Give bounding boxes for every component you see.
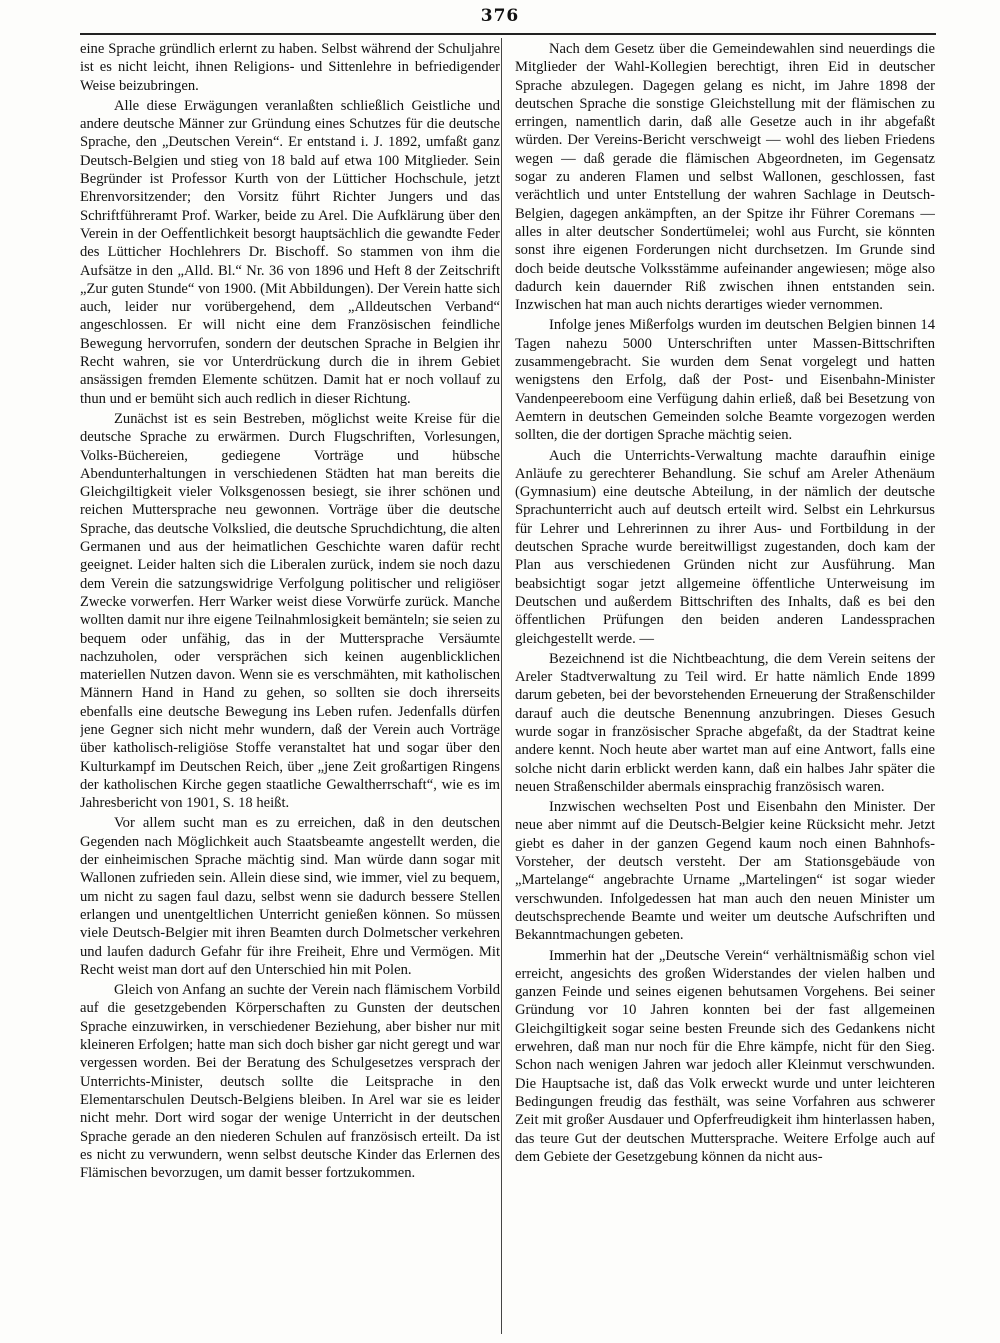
page-number: 376: [480, 6, 520, 26]
paragraph: Infolge jenes Mißerfolgs wurden im deutschen Belgien binnen 14 Tagen nahezu 5000 Unterschriften unter Massen-Bittschriften zusammengebracht. Sie wurden dem Senat vorgelegt und hatten wenigstens den Erfolg, daß der Post- und Eisenbahn-Minister Vandenpeereboom eine Verfügung dahin erließ, daß bei Besetzung von Aemtern in deutschen Gemeinden solche Beamte vorgezogen werden sollten, die der dortigen Sprache mächtig seien.: [515, 317, 935, 444]
paragraph: Zunächst ist es sein Bestreben, möglichst weite Kreise für die deutsche Sprache zu erwärmen. Durch Flugschriften, Vorlesungen, Volks-Büchereien, gediegene Vorträge und hübsche Abendunterhaltungen in verschiedenen Städten hat man bereits die Gleichgiltigkeit vieler Volksgenossen besiegt, sie ihrer schönen und reichen Muttersprache neu gewonnen. Vorträge über die deutsche Sprache, das deutsche Volkslied, die deutsche Spruchdichtung, die alten Germanen und aus der heimatlichen Geschichte waren dafür recht geeignet. Leider halten sich die Liberalen zurück, indem sie noch dazu dem Verein die satzungswidrige Verfolgung politischer und religiöser Zwecke vorwerfen. Herr Warker weist diese Vorwürfe zurück. Manche wollten damit nur ihre eigene Teilnahmlosigkeit bemänteln; sie seien zu bequem oder unfähig, das in der Muttersprache Versäumte nachzuholen, oder versprächen sich keinen augenblicklichen materiellen Nutzen davon. Wenn sie es verschmähten, mit katholischen Männern Hand in Hand zu gehen, so sollten sie doch ihrerseits ebenfalls eine deutsche Bewegung ins Leben rufen. Jedenfalls dürfen jene Gegner sich nicht mehr wundern, daß der Verein auch Vorträge über katholisch-religiöse Stoffe veranstaltet hat und sogar über den Kulturkampf im Deutschen Reich, über „jene Zeit großartigen Ringens der katholischen Kirche gegen staatliche Gewaltherrschaft“, wie es im Jahresbericht von 1901, S. 18 heißt.: [80, 410, 500, 812]
paragraph: Auch die Unterrichts-Verwaltung machte daraufhin einige Anläufe zu gerechterer Behandlung. Sie schuf am Areler Athenäum (Gymnasium) eine deutsche Abteilung, in der nämlich der deutsche Sprachunterricht auch auf deutsch erteilt wird. Selbst ein Lehrkursus für Lehrer und Lehrerinnen zu ihrer Aus- und Fortbildung in der deutschen Sprache wurde bereitwilligst zugestanden, doch kam der Plan aus verschiedenen Gründen nicht zur Ausführung. Man beabsichtigt sogar jetzt allgemeine öffentliche Unterweisung im Deutschen und außerdem Bittschriften des Inhalts, daß es bei den öffentlichen Prüfungen den beiden anderen Landessprachen gleichgestellt werde. —: [515, 447, 935, 647]
paragraph: Alle diese Erwägungen veranlaßten schließlich Geistliche und andere deutsche Männer zur Gründung eines Schutzes für die deutsche Sprache, den „Deutschen Verein“. Er entstand i. J. 1892, umfaßt ganz Deutsch-Belgien und stieg von 18 bald auf etwa 100 Mitglieder. Sein Begründer ist Professor Kurth von der Lütticher Hochschule, jetzt Ehrenvorsitzender; den Vorsitz führt Richter Jungers und das Schriftführeramt Prof. Warker, beide zu Arel. Die Aufklärung über den Verein in der Oeffentlichkeit besorgt hauptsächlich die gewandte Feder des Lütticher Hochlehrers Dr. Bischoff. So stammen von ihm die Aufsätze in den „Alld. Bl.“ Nr. 36 von 1896 und Heft 8 der Zeitschrift „Zur guten Stunde“ von 1900. (Mit Abbildungen). Der Verein hatte sich auch, leider nur vorübergehend, dem „Alldeutschen Verband“ angeschlossen. Er will nicht eine dem Französischen feindliche Bewegung hervorrufen, sondern der deutschen Sprache in Belgien ihr Recht wahren, sie vor Unterdrückung durch die in ihrem Gebiet ansässigen fremden Elemente schützen. Damit hat er noch vollauf zu thun und er bemüht sich auch redlich in dieser Richtung.: [80, 97, 500, 407]
paragraph: Bezeichnend ist die Nichtbeachtung, die dem Verein seitens der Areler Stadtverwaltung zu Teil wird. Er hatte nämlich Ende 1899 darum gebeten, bei der bevorstehenden Erneuerung der Straßenschilder darauf auch die deutsche Benennung anzubringen. Dieses Gesuch wurde sogar in französischer Sprache abgefaßt, da der Stadtrat keine andere kennt. Noch heute aber wartet man auf eine Antwort, falls eine solche nicht darin erblickt werden kann, daß ein halbes Jahr später die neuen Straßenschilder abermals einsprachig französisch waren.: [515, 650, 935, 795]
header-rule: [80, 33, 936, 35]
paragraph: Gleich von Anfang an suchte der Verein nach flämischem Vorbild auf die gesetzgebenden Körperschaften zu Gunsten der deutschen Sprache einzuwirken, in verschiedener Beziehung, aber bisher nur mit kleineren Erfolgen; hatte man sich doch bisher gar nicht geregt und war vergessen worden. Bei der Beratung des Schulgesetzes versprach der Unterrichts-Minister, deutsch sollte die Leitsprache in den Elementarschulen Deutsch-Belgiens bleiben. In Arel war sie es leider nicht mehr. Dort wird sogar der wenige Unterricht in der deutschen Sprache gerade an den niederen Schulen auf französisch erteilt. Da ist es nicht zu verwundern, wenn selbst deutsche Kinder das Erlernen des Flämischen bevorzugen, um damit besser fortzukommen.: [80, 982, 500, 1182]
paragraph: Nach dem Gesetz über die Gemeindewahlen sind neuerdings die Mitglieder der Wahl-Kollegien berechtigt, ihren Eid in deutscher Sprache abzulegen. Dagegen gelang es nicht, im Jahre 1898 der deutschen Sprache die sonstige Gleichstellung mit der flämischen zu erringen, namentlich darin, daß alle Gesetze auch in ihr abgefaßt würden. Der Vereins-Bericht verschweigt — wohl des lieben Friedens wegen — daß gerade die flämischen Abgeordneten, im Gegensatz sogar zu anderen Flamen und selbst Wallonen, geschlossen, fast verächtlich und unter Entstellung der wahren Sachlage in Deutsch-Belgien, dagegen ankämpften, an der Spitze ihr Führer Coremans — alles in alter deutscher Sondertümelei; wohl aus Furcht, sie könnten sonst ihre eigenen Forderungen nicht durchsetzen. Im Grunde sind doch beide deutsche Volksstämme aufeinander angewiesen; möge also dadurch kein dauernder Riß zwischen ihnen entstanden sein. Inzwischen hat man auch nichts derartiges wieder vernommen.: [515, 41, 935, 314]
column-divider: [501, 38, 502, 1334]
paragraph: Inzwischen wechselten Post und Eisenbahn den Minister. Der neue aber nimmt auf die Deutsch-Belgier keine Rücksicht mehr. Jetzt giebt es daher in der ganzen Gegend kaum noch einen Bahnhofs-Vorsteher, der deutsch versteht. Der am Stationsgebäude von „Martelange“ angebrachte Urname „Martelingen“ ist sogar wieder verschwunden. Infolgedessen hat man auch den neuen Minister um deutschsprechende Beamte und weiter um deutsche Aufschriften und Bekanntmachungen gebeten.: [515, 799, 935, 944]
paragraph: eine Sprache gründlich erlernt zu haben. Selbst während der Schuljahre ist es nicht leicht, ihnen Religions- und Sittenlehre in befriedigender Weise beizubringen.: [80, 41, 500, 94]
paragraph: Immerhin hat der „Deutsche Verein“ verhältnismäßig schon viel erreicht, angesichts des großen Widerstandes der vielen halben und ganzen Feinde und seines eigenen behutsamen Vorgehens. Bei seiner Gründung vor 10 Jahren konnten bei der fast allgemeinen Gleichgiltigkeit sogar seine besten Freunde sich des Gedankens nicht erwehren, daß man nur noch für die Ehre kämpfe, nicht für den Sieg. Schon nach wenigen Jahren war jedoch aller Kleinmut verschwunden. Die Hauptsache ist, daß das Volk erweckt wurde und unter leichteren Bedingungen freudig das festhält, was seine Vorfahren aus schwerer Zeit mit großer Ausdauer und Opferfreudigkeit ihm hinterlassen haben, das teure Gut der deutschen Muttersprache. Weitere Erfolge auch auf dem Gebiete der Gesetzgebung können da nicht aus-: [515, 947, 935, 1165]
right-column: [515, 40, 935, 1338]
left-column: [80, 40, 500, 1338]
paragraph: Vor allem sucht man es zu erreichen, daß in den deutschen Gegenden nach Möglichkeit auch Staatsbeamte angestellt werden, die der einheimischen Sprache mächtig sind. Man würde dann sogar mit Wallonen zufrieden sein. Allein diese sind, wie immer, viel zu bequem, um nicht zu sagen faul dazu, selbst wenn sie dadurch bessere Stellen erlangen und unentgeltlichen Unterricht genießen können. So müssen viele Deutsch-Belgier mit ihren Beamten durch Dolmetscher verkehren und laufen dadurch Gefahr für ihre Freiheit, Ehre und Vermögen. Mit Recht weist man dort auf den Unterschied hin mit Polen.: [80, 815, 500, 978]
